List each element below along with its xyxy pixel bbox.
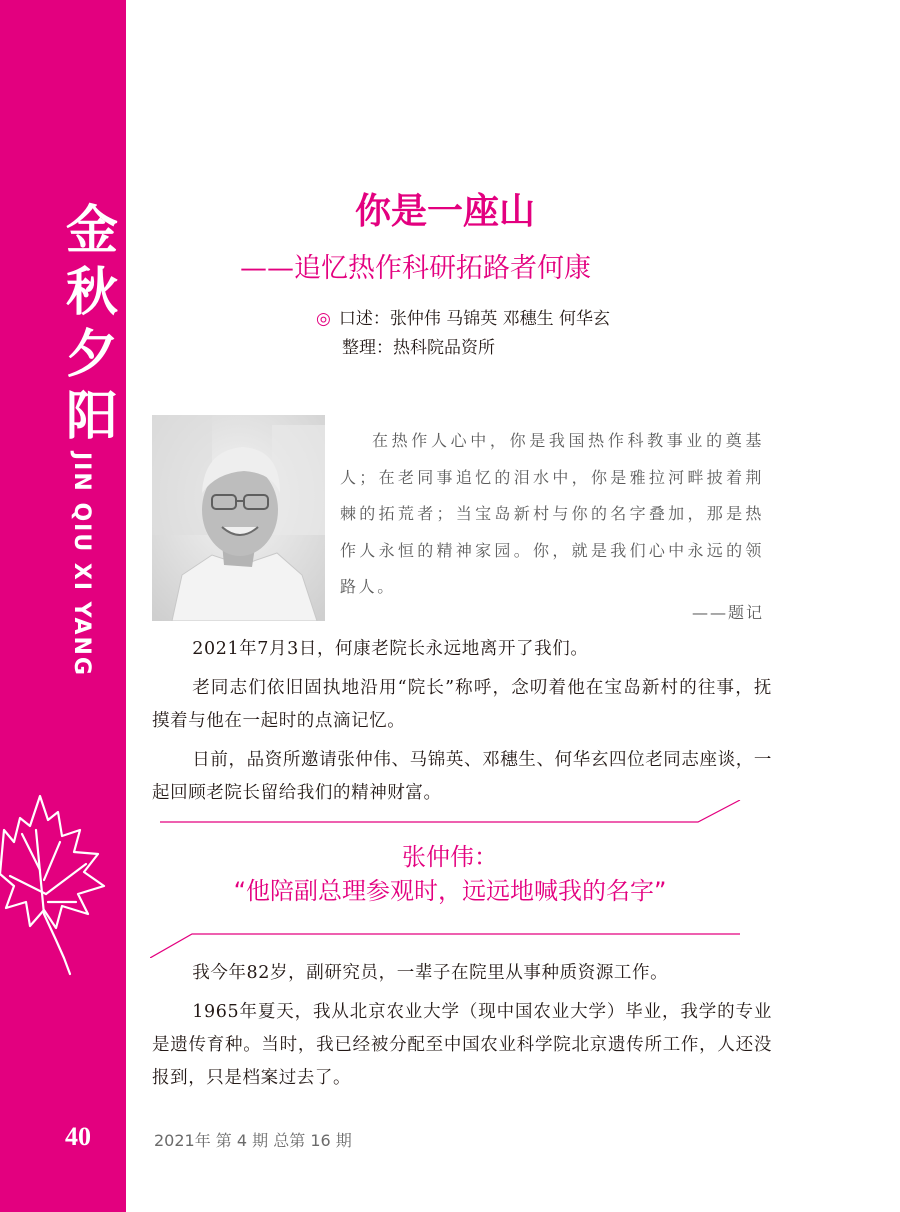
section-speaker: 张仲伟：: [402, 843, 498, 871]
byline-compiled: 整理：热科院品资所: [342, 338, 495, 358]
column-title-char: 阳: [65, 387, 118, 447]
column-title-char: 秋: [65, 263, 118, 323]
byline-oral: 口述：张仲伟 马锦英 邓穗生 何华玄: [338, 309, 611, 329]
section-divider-top: [150, 800, 750, 840]
epigraph-signature: ——题记: [691, 603, 764, 622]
section-divider-bottom: [150, 918, 750, 958]
epigraph: 在热作人心中，你是我国热作科教事业的奠基人；在老同事追忆的泪水中，你是雅拉河畔披着荆棘的拓荒者；当宝岛新村与你的名字叠加，那是热作人永恒的精神家园。你，就是我们心中永远的领路人。: [340, 431, 764, 596]
paragraph: 我今年82岁，副研究员，一辈子在院里从事种质资源工作。: [192, 963, 669, 983]
page-number: 40: [65, 1122, 91, 1151]
bullseye-icon: ◎: [316, 309, 331, 329]
sidebar: [0, 0, 126, 1212]
paragraph: 日前，品资所邀请张仲伟、马锦英、邓穗生、何华玄四位老同志座谈，一起回顾老院长留给我们的精神财富。: [152, 750, 772, 803]
section-heading: [150, 840, 750, 908]
section-quote: “他陪副总理参观时，远远地喊我的名字”: [233, 877, 667, 905]
maple-leaf-icon: [0, 790, 126, 980]
paragraph: 老同志们依旧固执地沿用“院长”称呼，念叨着他在宝岛新村的往事，抚摸着与他在一起时的点滴记忆。: [152, 678, 772, 731]
column-title: [62, 200, 122, 448]
column-title-char: 金: [65, 201, 118, 261]
byline: [316, 305, 736, 363]
intro-text: [152, 633, 772, 816]
issue-footer: 2021年 第 4 期 总第 16 期: [154, 1131, 352, 1150]
paragraph: 2021年7月3日，何康老院长永远地离开了我们。: [192, 639, 589, 659]
column-pinyin: JIN QIU XI YANG: [69, 452, 94, 677]
body-text: [152, 957, 772, 1101]
portrait-photo: [152, 415, 325, 621]
paragraph: 1965年夏天，我从北京农业大学（现中国农业大学）毕业，我学的专业是遗传育种。当时，我已经被分配至中国农业科学院北京遗传所工作，人还没报到，只是档案过去了。: [152, 1002, 772, 1088]
article-title: 你是一座山: [354, 191, 535, 232]
article-subtitle: ——追忆热作科研拓路者何康: [240, 253, 591, 284]
column-title-char: 夕: [65, 325, 118, 385]
